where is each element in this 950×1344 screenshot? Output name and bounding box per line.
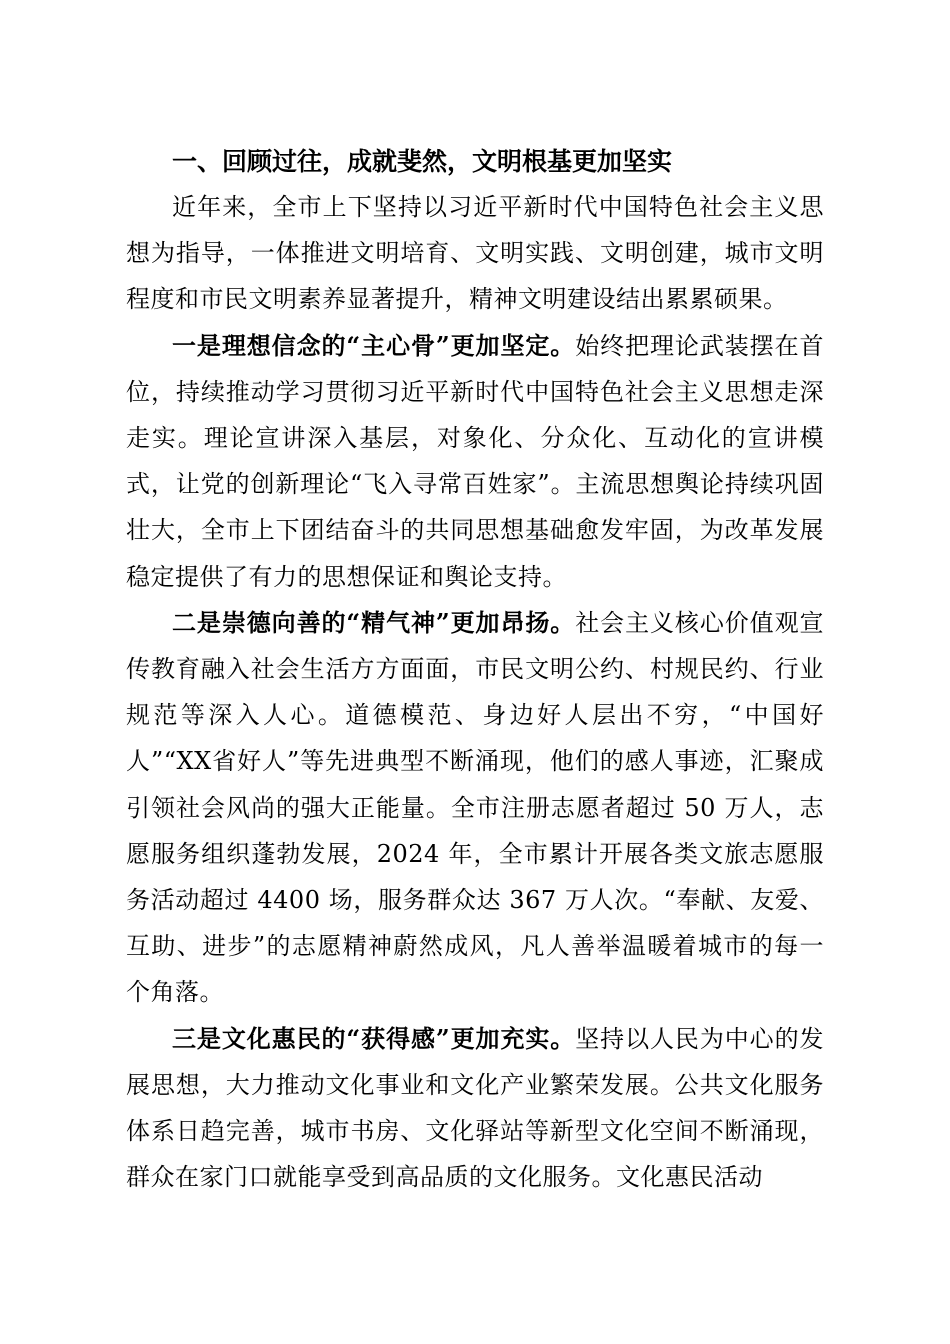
paragraph-lead: 一是理想信念的“主心骨”更加坚定。 <box>172 330 576 360</box>
paragraph-body: 坚持以人民为中心的发展思想，大力推动文化事业和文化产业繁荣发展。公共文化服务体系日趋完善，城市书房、文化驿站等新型文化空间不断涌现，群众在家门口就能享受到高品质的文化服务。文化惠民活动 <box>126 1024 825 1192</box>
section-heading: 一、回顾过往，成就斐然，文明根基更加坚实 <box>172 147 673 176</box>
paragraph-item-2 <box>126 600 824 1016</box>
document-body <box>126 140 824 1200</box>
intro-paragraph: 近年来，全市上下坚持以习近平新时代中国特色社会主义思想为指导，一体推进文明培育、文明实践、文明创建，城市文明程度和市民文明素养显著提升，精神文明建设结出累累硕果。 <box>126 193 824 314</box>
paragraph-item-3 <box>126 1016 824 1201</box>
paragraph-body: 社会主义核心价值观宣传教育融入社会生活方方面面，市民文明公约、村规民约、行业规范等深入人心。道德模范、身边好人层出不穷，“中国好人”“XX省好人”等先进典型不断涌现，他们的感人事迹，汇聚成引领社会风尚的强大正能量。全市注册志愿者超过 50 万人，志愿服务组织蓬勃发展，2024 年，全市累计开展各类文旅志愿服务活动超过 4400 场，服务群众达 367 万人次。“奉献、友爱、互助、进步”的志愿精神蔚然成风，凡人善举温暖着城市的每一个角落。 <box>126 608 825 1007</box>
paragraph-lead: 二是崇德向善的“精气神”更加昂扬。 <box>172 607 576 637</box>
paragraph-lead: 三是文化惠民的“获得感”更加充实。 <box>172 1023 576 1053</box>
paragraph-item-1 <box>126 323 824 600</box>
paragraph-body: 始终把理论武装摆在首位，持续推动学习贯彻习近平新时代中国特色社会主义思想走深走实。理论宣讲深入基层，对象化、分众化、互动化的宣讲模式，让党的创新理论“飞入寻常百姓家”。主流思想舆论持续巩固壮大，全市上下团结奋斗的共同思想基础愈发牢固，为改革发展稳定提供了有力的思想保证和舆论支持。 <box>126 331 825 591</box>
